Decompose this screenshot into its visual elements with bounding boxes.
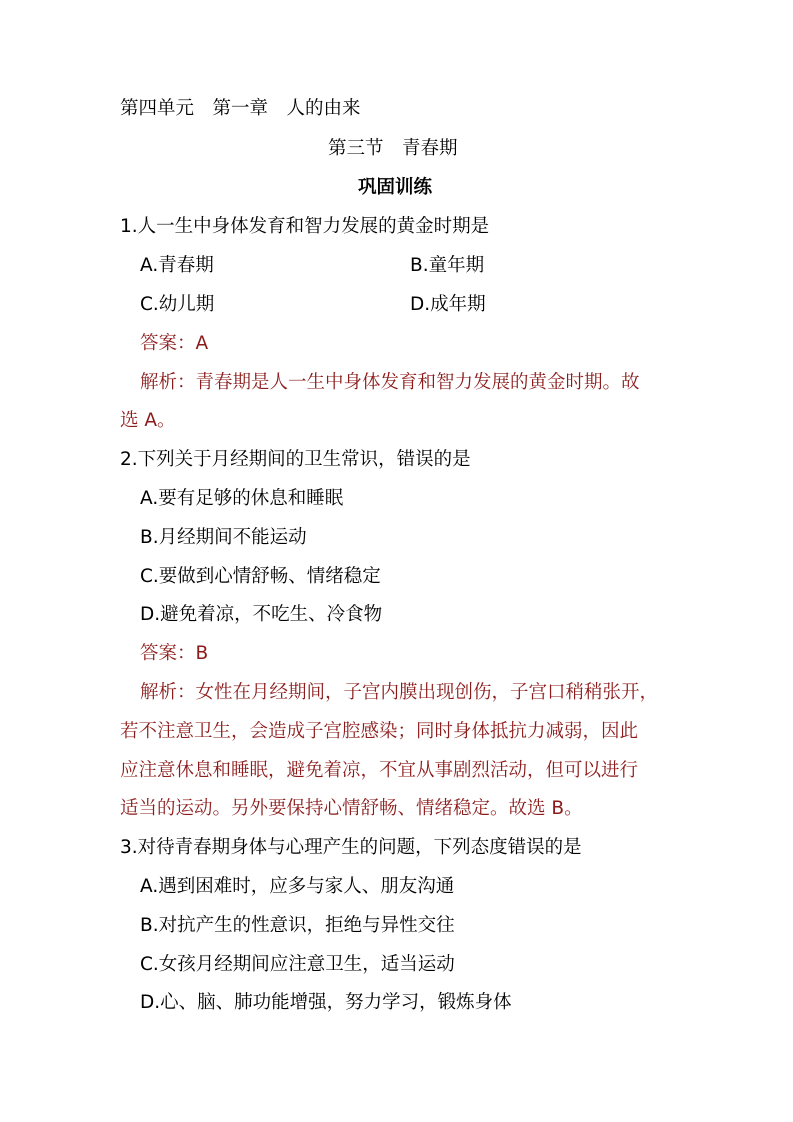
question-2-option-c: C.要做到心情舒畅、情绪稳定	[140, 566, 381, 587]
question-3-option-a: A.遇到困难时，应多与家人、朋友沟通	[140, 876, 455, 897]
question-1-answer: 答案：A	[140, 333, 209, 354]
question-2-explanation-line-4: 适当的运动。另外要保持心情舒畅、情绪稳定。故选 B。	[120, 798, 583, 819]
question-2-stem: 2.下列关于月经期间的卫生常识，错误的是	[120, 449, 471, 470]
question-3-stem: 3.对待青春期身体与心理产生的问题，下列态度错误的是	[120, 837, 582, 858]
question-1-option-c: C.幼儿期	[140, 294, 215, 315]
question-2-answer: 答案：B	[140, 643, 209, 664]
exercise-title: 巩固训练	[358, 177, 433, 198]
question-2-option-a: A.要有足够的休息和睡眠	[140, 488, 344, 509]
question-3-option-c: C.女孩月经期间应注意卫生，适当运动	[140, 954, 455, 975]
question-1-explanation-line-1: 解析：青春期是人一生中身体发育和智力发展的黄金时期。故	[140, 372, 640, 393]
section-title: 第三节 青春期	[328, 138, 458, 159]
question-1-option-b: B.童年期	[410, 255, 485, 276]
question-1-option-a: A.青春期	[140, 255, 214, 276]
question-1-explanation-line-2: 选 A。	[120, 410, 176, 431]
question-3-option-b: B.对抗产生的性意识，拒绝与异性交往	[140, 915, 455, 936]
question-2-option-d: D.避免着凉，不吃生、冷食物	[140, 604, 383, 625]
unit-title: 第四单元 第一章 人的由来	[120, 98, 361, 119]
question-3-option-d: D.心、脑、肺功能增强，努力学习，锻炼身体	[140, 992, 512, 1013]
question-2-option-b: B.月经期间不能运动	[140, 527, 307, 548]
question-1-stem: 1.人一生中身体发育和智力发展的黄金时期是	[120, 216, 490, 237]
question-1-option-d: D.成年期	[410, 294, 486, 315]
question-2-explanation-line-2: 若不注意卫生，会造成子宫腔感染；同时身体抵抗力减弱，因此	[120, 721, 639, 742]
question-2-explanation-line-1: 解析：女性在月经期间，子宫内膜出现创伤，子宫口稍稍张开，	[140, 682, 659, 703]
question-2-explanation-line-3: 应注意休息和睡眠，避免着凉，不宜从事剧烈活动，但可以进行	[120, 760, 639, 781]
